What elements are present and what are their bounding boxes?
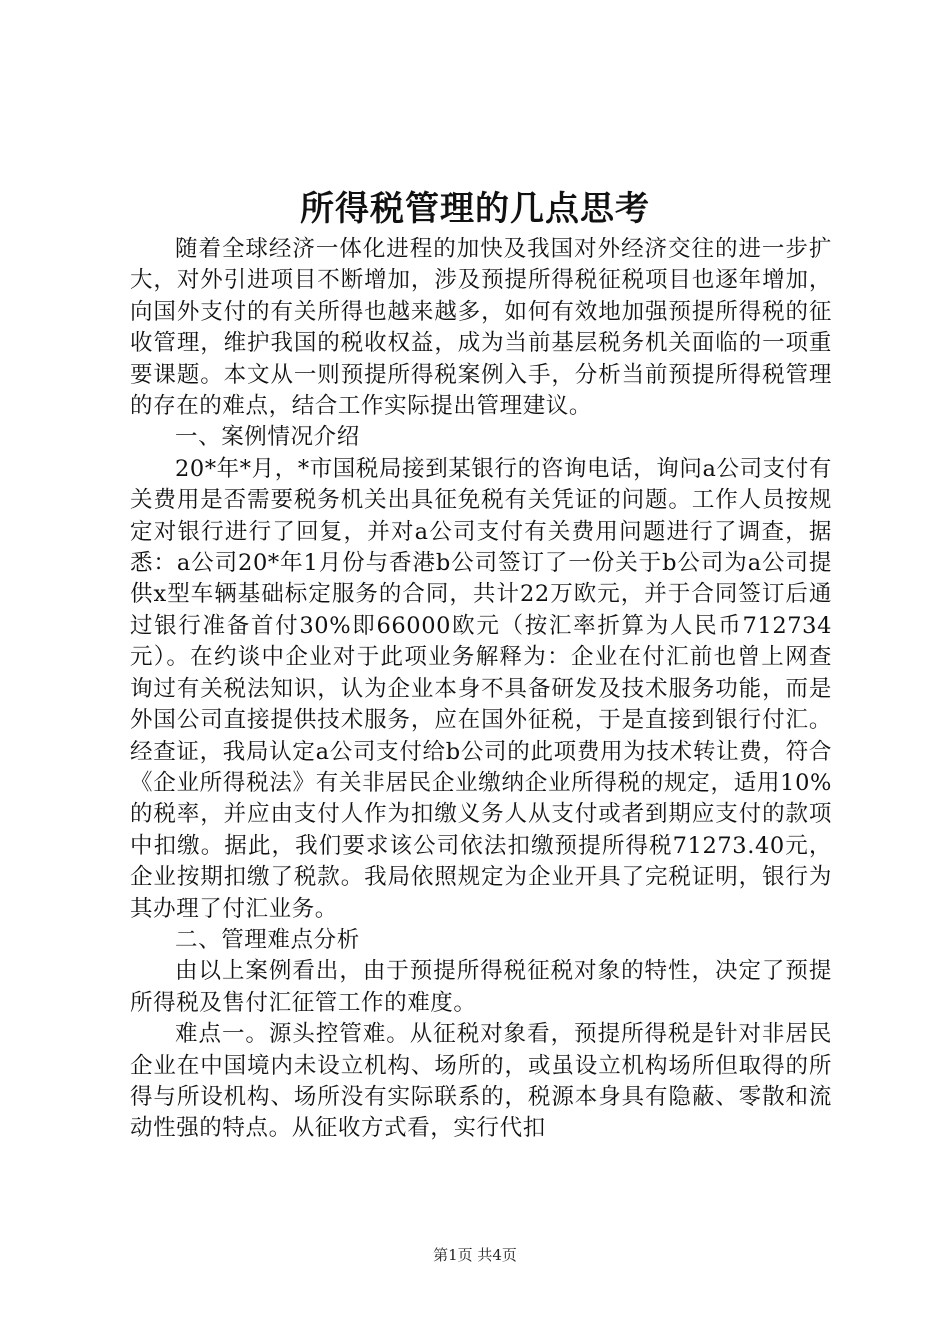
page-number-footer: 第1页 共4页 [433, 1246, 517, 1264]
paragraph-difficulty-one: 难点一。源头控管难。从征税对象看，预提所得税是针对非居民企业在中国境内未设立机构、场所的，或虽设立机构场所但取得的所得与所设机构、场所没有实际联系的，税源本身具有隐蔽、零散和流动性强的特点。从征收方式看，实行代扣 [130, 1021, 832, 1142]
paragraph-case: 20*年*月，*市国税局接到某银行的咨询电话，询问a公司支付有关费用是否需要税务机关出具征免税有关凭证的问题。工作人员按规定对银行进行了回复，并对a公司支付有关费用问题进行了调查，据悉：a公司20*年1月份与香港b公司签订了一份关于b公司为a公司提供x型车辆基础标定服务的合同，共计22万欧元，并于合同签订后通过银行准备首付30%即66000欧元（按汇率折算为人民币712734元）。在约谈中企业对于此项业务解释为：企业在付汇前也曾上网查询过有关税法知识，认为企业本身不具备研发及技术服务功能，而是外国公司直接提供技术服务，应在国外征税，于是直接到银行付汇。经查证，我局认定a公司支付给b公司的此项费用为技术转让费，符合《企业所得税法》有关非居民企业缴纳企业所得税的规定，适用10%的税率，并应由支付人作为扣缴义务人从支付或者到期应支付的款项中扣缴。据此，我们要求该公司依法扣缴预提所得税71273.40元，企业按期扣缴了税款。我局依照规定为企业开具了完税证明，银行为其办理了付汇业务。 [130, 455, 832, 922]
paragraph-intro: 随着全球经济一体化进程的加快及我国对外经济交往的进一步扩大，对外引进项目不断增加，涉及预提所得税征税项目也逐年增加，向国外支付的有关所得也越来越多，如何有效地加强预提所得税的征收管理，维护我国的税收权益，成为当前基层税务机关面临的一项重要课题。本文从一则预提所得税案例入手，分析当前预提所得税管理的存在的难点，结合工作实际提出管理建议。 [130, 236, 832, 420]
section-heading-case: 一、案例情况介绍 [175, 424, 360, 451]
paragraph-analysis-intro: 由以上案例看出，由于预提所得税征税对象的特性，决定了预提所得税及售付汇征管工作的难度。 [130, 958, 832, 1016]
document-title: 所得税管理的几点思考 [300, 189, 650, 229]
section-heading-analysis: 二、管理难点分析 [175, 926, 360, 953]
document-body [130, 234, 832, 1145]
